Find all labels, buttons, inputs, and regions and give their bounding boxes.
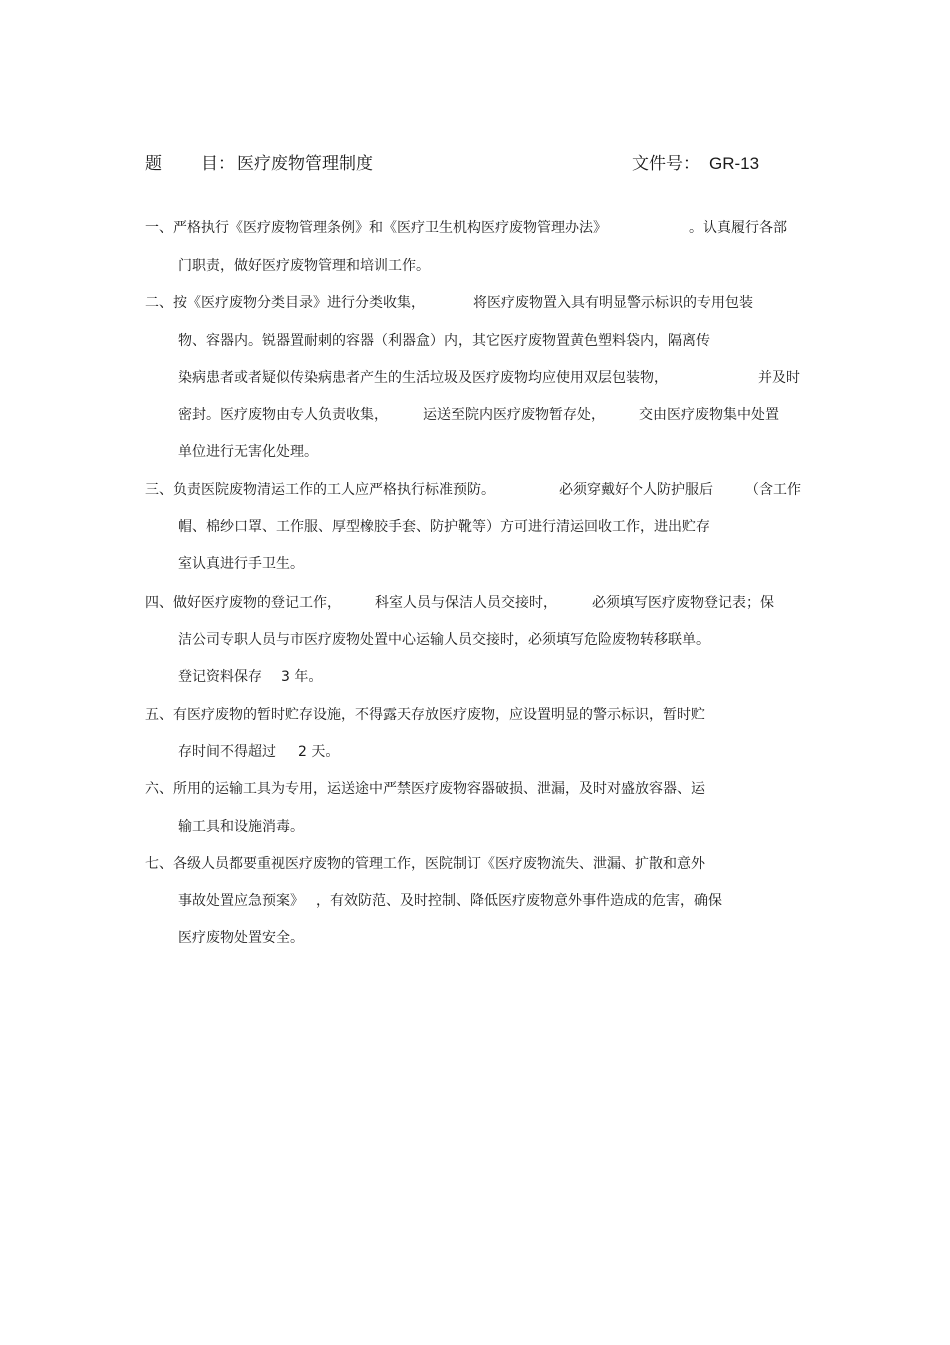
clause-text: 帽、棉纱口罩、工作服、厚型橡胶手套、防护靴等）方可进行清运回收工作，进出贮存 [178, 519, 710, 535]
clause-text: 输工具和设施消毒。 [178, 819, 304, 835]
clause-text: （含工作 [745, 482, 801, 498]
clause-text: 四、做好医疗废物的登记工作， [145, 595, 341, 611]
title-label-char2: 目： [201, 154, 235, 174]
document-number: GR-13 [709, 154, 760, 173]
clause-text: 将医疗废物置入具有明显警示标识的专用包装 [473, 295, 753, 311]
clause-text: 并及时 [758, 370, 800, 386]
document-header [145, 152, 785, 176]
clause-text: 门职责，做好医疗废物管理和培训工作。 [178, 258, 430, 274]
clause-text: ，有效防范、及时控制、降低医疗废物意外事件造成的危害，确保 [316, 893, 722, 909]
clause-text: 单位进行无害化处理。 [178, 444, 318, 460]
clause-text: 登记资料保存 [178, 669, 262, 685]
clause-text: 六、所用的运输工具为专用，运送途中严禁医疗废物容器破损、泄漏，及时对盛放容器、运 [145, 781, 705, 797]
clause-text: 3 年。 [281, 669, 323, 685]
clause-text: 存时间不得超过 [178, 744, 276, 760]
clause-text: 染病患者或者疑似传染病患者产生的生活垃圾及医疗废物均应使用双层包装物， [178, 370, 668, 386]
clause-text: 物、容器内。锐器置耐刺的容器（利器盒）内，其它医疗废物置黄色塑料袋内，隔离传 [178, 333, 710, 349]
clause-text: 必须填写医疗废物登记表；保 [592, 595, 774, 611]
clause-text: 必须穿戴好个人防护服后 [559, 482, 713, 498]
clause-text: 运送至院内医疗废物暂存处， [423, 407, 605, 423]
clause-text: 交由医疗废物集中处置 [639, 407, 779, 423]
clause-text: 洁公司专职人员与市医疗废物处置中心运输人员交接时，必须填写危险废物转移联单。 [178, 632, 710, 648]
title-label-char1: 题 [145, 154, 162, 174]
clause-text: 2 天。 [298, 744, 340, 760]
clause-text: 七、各级人员都要重视医疗废物的管理工作，医院制订《医疗废物流失、泄漏、扩散和意外 [145, 856, 705, 872]
clause-text: 科室人员与保洁人员交接时， [375, 595, 557, 611]
clause-text: 事故处置应急预案》 [178, 893, 304, 909]
clause-text: 密封。医疗废物由专人负责收集， [178, 407, 388, 423]
clause-text: 二、按《医疗废物分类目录》进行分类收集， [145, 295, 425, 311]
clause-text: 三、负责医院废物清运工作的工人应严格执行标准预防。 [145, 482, 495, 498]
clause-text: 。认真履行各部 [689, 220, 787, 236]
clause-text: 医疗废物处置安全。 [178, 930, 304, 946]
clause-text: 室认真进行手卫生。 [178, 556, 304, 572]
document-title: 医疗废物管理制度 [237, 154, 373, 174]
clause-text: 五、有医疗废物的暂时贮存设施，不得露天存放医疗废物，应设置明显的警示标识，暂时贮 [145, 707, 705, 723]
document-number-label: 文件号： [632, 154, 700, 174]
clause-text: 一、严格执行《医疗废物管理条例》和《医疗卫生机构医疗废物管理办法》 [145, 220, 607, 236]
